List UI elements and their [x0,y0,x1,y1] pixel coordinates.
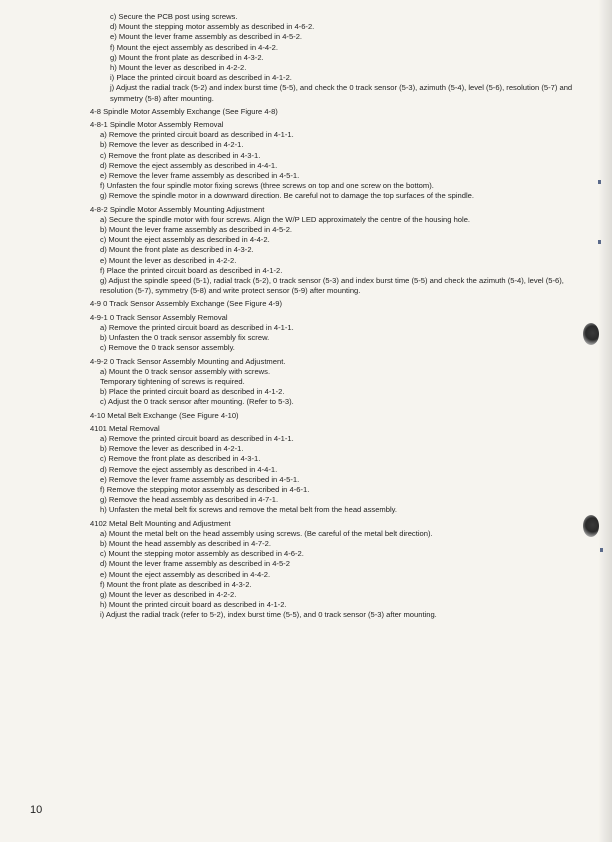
instruction-line: a) Remove the printed circuit board as described in 4-1-1. [100,322,294,332]
section-heading: 4-9 0 Track Sensor Assembly Exchange (See Figure 4-9) [90,299,283,309]
instruction-line: c) Adjust the 0 track sensor after mounting. (Refer to 5-3). [100,397,294,407]
instruction-line: c) Remove the front plate as described in 4-3-1. [100,454,261,464]
section-heading: 4-8-2 Spindle Motor Assembly Mounting Adjustment [90,204,265,214]
page-number: 10 [30,804,43,816]
instruction-line: d) Mount the front plate as described in 4-3-2. [100,245,254,255]
manual-text-body [0,12,612,621]
binder-hole [583,515,599,537]
instruction-line: g) Mount the lever as described in 4-2-2. [100,589,237,599]
page-mark [598,180,601,184]
instruction-line: a) Remove the printed circuit board as described in 4-1-1. [100,433,294,443]
instruction-line: d) Mount the stepping motor assembly as described in 4-6-2. [110,22,315,32]
instruction-line: a) Mount the 0 track sensor assembly with screws. [100,366,271,376]
instruction-line: c) Remove the front plate as described in 4-3-1. [100,150,261,160]
section-heading: 4101 Metal Removal [90,423,160,433]
instruction-line: f) Unfasten the four spindle motor fixing screws (three screws on top and one screw on the bottom). [100,181,434,191]
instruction-line: i) Place the printed circuit board as described in 4-1-2. [110,73,292,83]
instruction-line: h) Mount the lever as described in 4-2-2. [110,63,247,73]
instruction-line: d) Remove the eject assembly as described in 4-4-1. [100,464,278,474]
instruction-line: f) Mount the eject assembly as described in 4-4-2. [110,42,278,52]
instruction-line: g) Remove the spindle motor in a downward direction. Be careful not to damage the top surfaces of the spindle. [100,191,474,201]
instruction-line: b) Place the printed circuit board as described in 4-1-2. [100,387,285,397]
section-heading: 4-8-1 Spindle Motor Assembly Removal [90,120,224,130]
instruction-line: g) Mount the front plate as described in 4-3-2. [110,52,264,62]
instruction-line: b) Remove the lever as described in 4-2-1. [100,444,244,454]
page-mark [600,548,603,552]
instruction-line: f) Place the printed circuit board as described in 4-1-2. [100,265,283,275]
instruction-line: f) Remove the stepping motor assembly as described in 4-6-1. [100,484,310,494]
instruction-line: e) Remove the lever frame assembly as described in 4-5-1. [100,171,300,181]
instruction-line: b) Mount the head assembly as described in 4-7-2. [100,538,271,548]
instruction-line: j) Adjust the radial track (5-2) and index burst time (5-5), and check the 0 track sensor (5-3), azimuth (5-4), level (5-6), resolution (5-7) and symmetry (5-8) after mounting. [110,83,573,103]
page-mark [598,240,601,244]
instruction-line: a) Secure the spindle motor with four screws. Align the W/P LED approximately the centre of the housing hole. [100,214,471,224]
instruction-line: e) Mount the lever frame assembly as described in 4-5-2. [110,32,303,42]
instruction-line: i) Adjust the radial track (refer to 5-2), index burst time (5-5), and 0 track sensor (5-3) after mounting. [100,610,437,620]
instruction-line: c) Mount the stepping motor assembly as described in 4-6-2. [100,549,304,559]
instruction-line: a) Remove the printed circuit board as described in 4-1-1. [100,130,294,140]
instruction-line: b) Unfasten the 0 track sensor assembly fix screw. [100,333,270,343]
instruction-line: h) Mount the printed circuit board as described in 4-1-2. [100,600,287,610]
instruction-line: g) Remove the head assembly as described in 4-7-1. [100,495,279,505]
instruction-line: f) Mount the front plate as described in 4-3-2. [100,579,252,589]
instruction-line: a) Mount the metal belt on the head assembly using screws. (Be careful of the metal belt direction). [100,528,433,538]
binder-hole [583,323,599,345]
instruction-line: b) Mount the lever frame assembly as described in 4-5-2. [100,225,293,235]
instruction-line: e) Mount the lever as described in 4-2-2. [100,255,237,265]
section-heading: 4102 Metal Belt Mounting and Adjustment [90,518,231,528]
instruction-line: b) Remove the lever as described in 4-2-1. [100,140,244,150]
section-heading: 4-9-1 0 Track Sensor Assembly Removal [90,312,228,322]
instruction-line: c) Remove the 0 track sensor assembly. [100,343,235,353]
instruction-line: h) Unfasten the metal belt fix screws and remove the metal belt from the head assembly. [100,505,397,515]
instruction-line: c) Secure the PCB post using screws. [110,12,238,21]
instruction-line: c) Mount the eject assembly as described in 4-4-2. [100,235,270,245]
section-heading: 4-9-2 0 Track Sensor Assembly Mounting and Adjustment. [90,356,286,366]
instruction-line: d) Mount the lever frame assembly as described in 4-5-2 [100,559,290,569]
instruction-line: e) Remove the lever frame assembly as described in 4-5-1. [100,474,300,484]
instruction-line: g) Adjust the spindle speed (5-1), radial track (5-2), 0 track sensor (5-3) and index burst time (5-5) and check the azimuth (5-4), level (5-6), resolution (5-7), symmetry (5-8) and write protect sensor (5-9) after mounting. [100,276,564,296]
section-heading: 4-8 Spindle Motor Assembly Exchange (See Figure 4-8) [90,106,278,116]
instruction-line: e) Mount the eject assembly as described in 4-4-2. [100,569,271,579]
instruction-line: d) Remove the eject assembly as described in 4-4-1. [100,160,278,170]
section-heading: 4-10 Metal Belt Exchange (See Figure 4-10) [90,410,239,420]
instruction-line: Temporary tightening of screws is required. [100,376,245,386]
